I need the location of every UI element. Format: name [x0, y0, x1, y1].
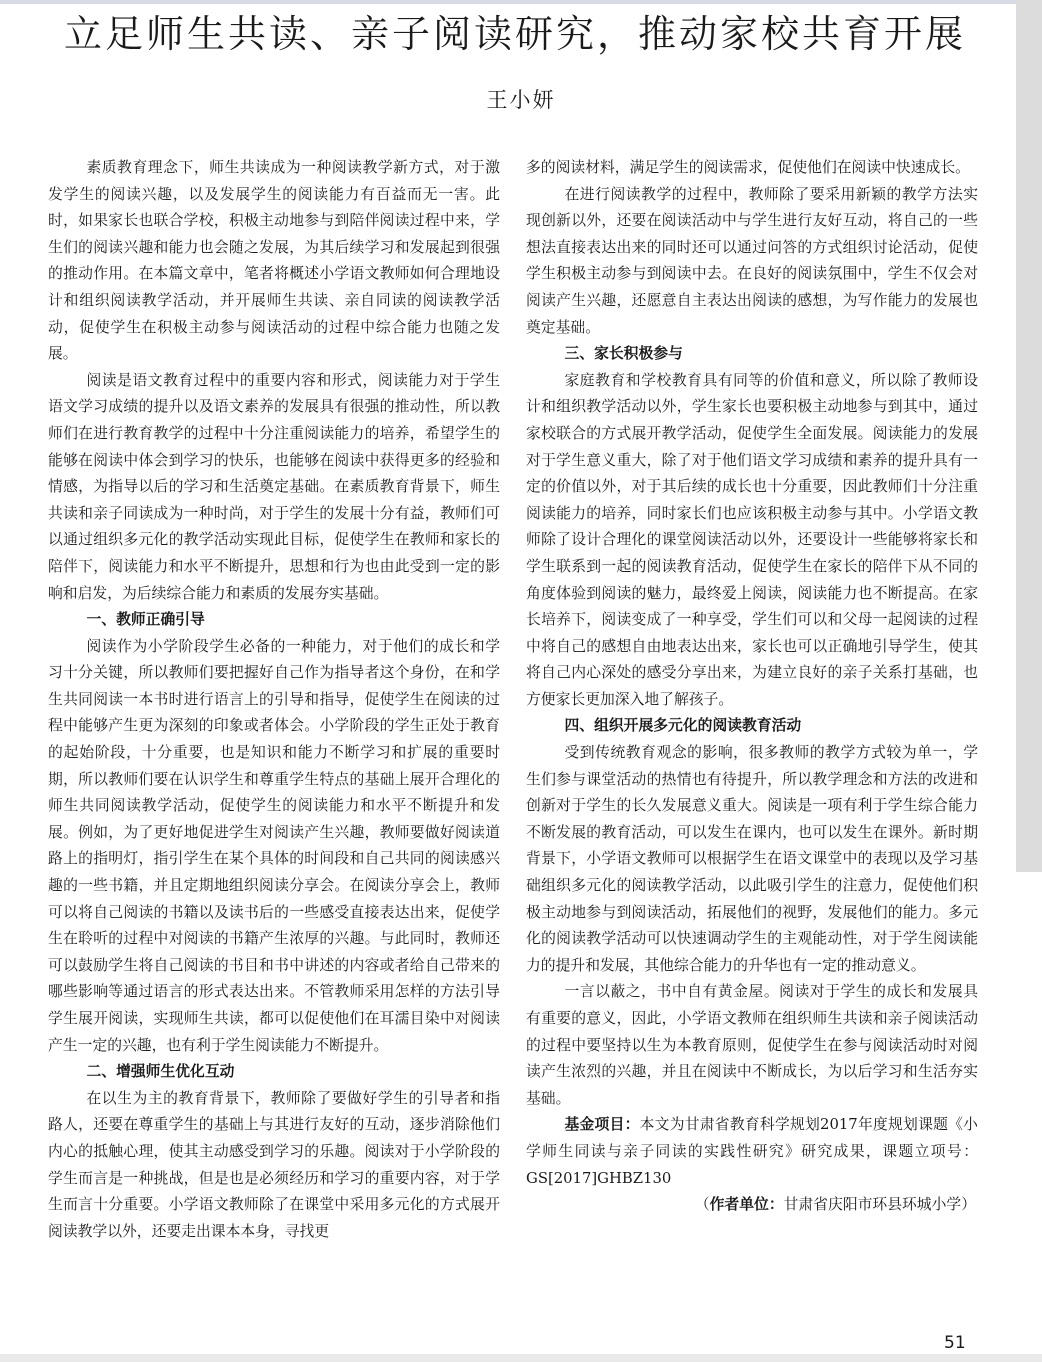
- section-heading: 二、增强师生优化互动: [86, 1063, 235, 1081]
- body-paragraph-continued: 多的阅读材料，满足学生的阅读需求，促使他们在阅读中快速成长。: [526, 159, 970, 176]
- body-paragraph: 在以生为主的教育背景下，教师除了要做好学生的引导者和指路人，还要在尊重学生的基础上与其进行友好的互动，逐步消除他们内心的抵触心理，使其主动感受到学习的乐趣。阅读对于小学阶段的学生而言是一种挑战，但是也是必须经历和学习的重要内容，对于学生而言十分重要。小学语文教师除了在课堂中采用多元化的方式展开阅读教学以外，还要走出课本本身，寻找更: [48, 1089, 500, 1240]
- bottom-edge-strip: [0, 1354, 1042, 1362]
- page-number: 51: [944, 1333, 966, 1353]
- body-paragraph: 阅读作为小学阶段学生必备的一种能力，对于他们的成长和学习十分关键，所以教师们要把握好自己作为指导者这个身份，在和学生共同阅读一本书时进行语言上的引导和指导，促使学生在阅读的过程中能够产生更为深刻的印象或者体会。小学阶段的学生正处于教育的起始阶段，十分重要，也是知识和能力不断学习和扩展的重要时期，所以教师们要在认识学生和尊重学生特点的基础上展开合理化的师生共同阅读教学活动，促使学生的阅读能力和水平不断提升和发展。例如，为了更好地促进学生对阅读产生兴趣，教师要做好阅读道路上的指明灯，指引学生在某个具体的时间段和自己共同的阅读感兴趣的一些书籍，并且定期地组织阅读分享会。在阅读分享会上，教师可以将自己阅读的书籍以及读书后的一些感受直接表达出来，促使学生在聆听的过程中对阅读的书籍产生浓厚的兴趣。与此同时，教师还可以鼓励学生将自己阅读的书目和书中讲述的内容或者给自己带来的哪些影响等通过语言的形式表达出来。不管教师采用怎样的方法引导学生展开阅读，实现师生共读，都可以促使他们在耳濡目染中对阅读产生一定的兴趣，也有利于学生阅读能力不断提升。: [48, 637, 500, 1054]
- fund-text: 本文为甘肃省教育科学规划2017年度规划课题《小学师生同读与亲子同读的实践性研究》研究成果，课题立项号：GS[2017]GHBZ130: [526, 1116, 978, 1187]
- unit-label: 作者单位：: [709, 1196, 784, 1214]
- article-author: 王小妍: [486, 88, 556, 112]
- section-heading: 一、教师正确引导: [86, 611, 205, 629]
- fund-label: 基金项目：: [564, 1116, 640, 1134]
- section-heading: 三、家长积极参与: [564, 345, 683, 363]
- body-paragraph: 家庭教育和学校教育具有同等的价值和意义，所以除了教师设计和组织教学活动以外，学生家长也要积极主动地参与到其中，通过家校联合的方式展开教学活动，促使学生全面发展。阅读能力的发展对于学生意义重大，除了对于他们语文学习成绩和素养的提升具有一定的价值以外，对于其后续的成长也十分重要，因此教师们十分注重阅读能力的培养，同时家长们也应该积极主动参与其中。小学语文教师除了设计合理化的课堂阅读活动以外，还要设计一些能够将家长和学生联系到一起的阅读教育活动，促使学生在家长的陪伴下从不同的角度体验到阅读的魅力，最终爱上阅读，阅读能力也不断提高。在家长培养下，阅读变成了一种享受，学生们可以和父母一起阅读的过程中将自己的感想自由地表达出来，家长也可以正确地引导学生，使其将自己内心深处的感受分享出来，为建立良好的亲子关系打基础，也方便家长更加深入地了解孩子。: [526, 371, 978, 708]
- article-title: 立足师生共读、亲子阅读研究，推动家校共育开展: [63, 12, 966, 56]
- right-column: [526, 155, 978, 1219]
- body-paragraph: 素质教育理念下，师生共读成为一种阅读教学新方式，对于激发学生的阅读兴趣，以及发展学生的阅读能力有百益而无一害。此时，如果家长也联合学校，积极主动地参与到陪伴阅读过程中来，学生们的阅读兴趣和能力也会随之发展，为其后续学习和发展起到很强的推动作用。在本篇文章中，笔者将概述小学语文教师如何合理地设计和组织阅读教学活动，并开展师生共读、亲自同读的阅读教学活动，促使学生在积极主动参与阅读活动的过程中综合能力也随之发展。: [48, 159, 500, 363]
- fund-note: [526, 1112, 978, 1192]
- body-paragraph: 受到传统教育观念的影响，很多教师的教学方式较为单一，学生们参与课堂活动的热情也有待提升，所以教学理念和方法的改进和创新对于学生的长久发展意义重大。阅读是一项有利于学生综合能力不断发展的教育活动，可以发生在课内，也可以发生在课外。新时期背景下，小学语文教师可以根据学生在语文课堂中的表现以及学习基础组织多元化的阅读教学活动，以此吸引学生的注意力，促使他们积极主动地参与到阅读活动，拓展他们的视野，发展他们的能力。多元化的阅读教学活动可以快速调动学生的主观能动性，对于学生阅读能力的提升和发展，其他综合能力的升华也有一定的推动意义。: [526, 744, 978, 974]
- right-edge-strip: [1016, 0, 1042, 872]
- top-edge-bar: [0, 0, 1042, 4]
- unit-open-paren: （: [694, 1196, 710, 1214]
- left-column: [48, 155, 500, 1245]
- body-paragraph: 阅读是语文教育过程中的重要内容和形式，阅读能力对于学生语文学习成绩的提升以及语文素养的发展具有很强的推动性，所以教师们在进行教育教学的过程中十分注重阅读能力的培养，希望学生的能够在阅读中体会到学习的快乐，也能够在阅读中获得更多的经验和情感，为指导以后的学习和生活奠定基础。在素质教育背景下，师生共读和亲子同读成为一种时尚，对于学生的发展十分有益，教师们可以通过组织多元化的教学活动实现此目标，促使学生在教师和家长的陪伴下，阅读能力和水平不断提升，思想和行为也由此受到一定的影响和启发，为后续综合能力和素质的发展夯实基础。: [48, 371, 500, 602]
- body-paragraph: 在进行阅读教学的过程中，教师除了要采用新颖的教学方法实现创新以外，还要在阅读活动中与学生进行友好互动，将自己的一些想法直接表达出来的同时还可以通过问答的方式组织讨论活动，促使学生积极主动参与到阅读中去。在良好的阅读氛围中，学生不仅会对阅读产生兴趣，还愿意自主表达出阅读的感想，为写作能力的发展也奠定基础。: [526, 185, 978, 336]
- section-heading: 四、组织开展多元化的阅读教育活动: [564, 717, 802, 735]
- author-unit: [526, 1192, 978, 1219]
- conclusion-paragraph: 一言以蔽之，书中自有黄金屋。阅读对于学生的成长和发展具有重要的意义，因此，小学语文教师在组织师生共读和亲子阅读活动的过程中要坚持以生为本教育原则，促使学生在参与阅读活动时对阅读产生浓烈的兴趣，并且在阅读中不断成长，为以后学习和生活夯实基础。: [526, 983, 978, 1107]
- unit-text: 甘肃省庆阳市环县环城小学）: [783, 1196, 976, 1214]
